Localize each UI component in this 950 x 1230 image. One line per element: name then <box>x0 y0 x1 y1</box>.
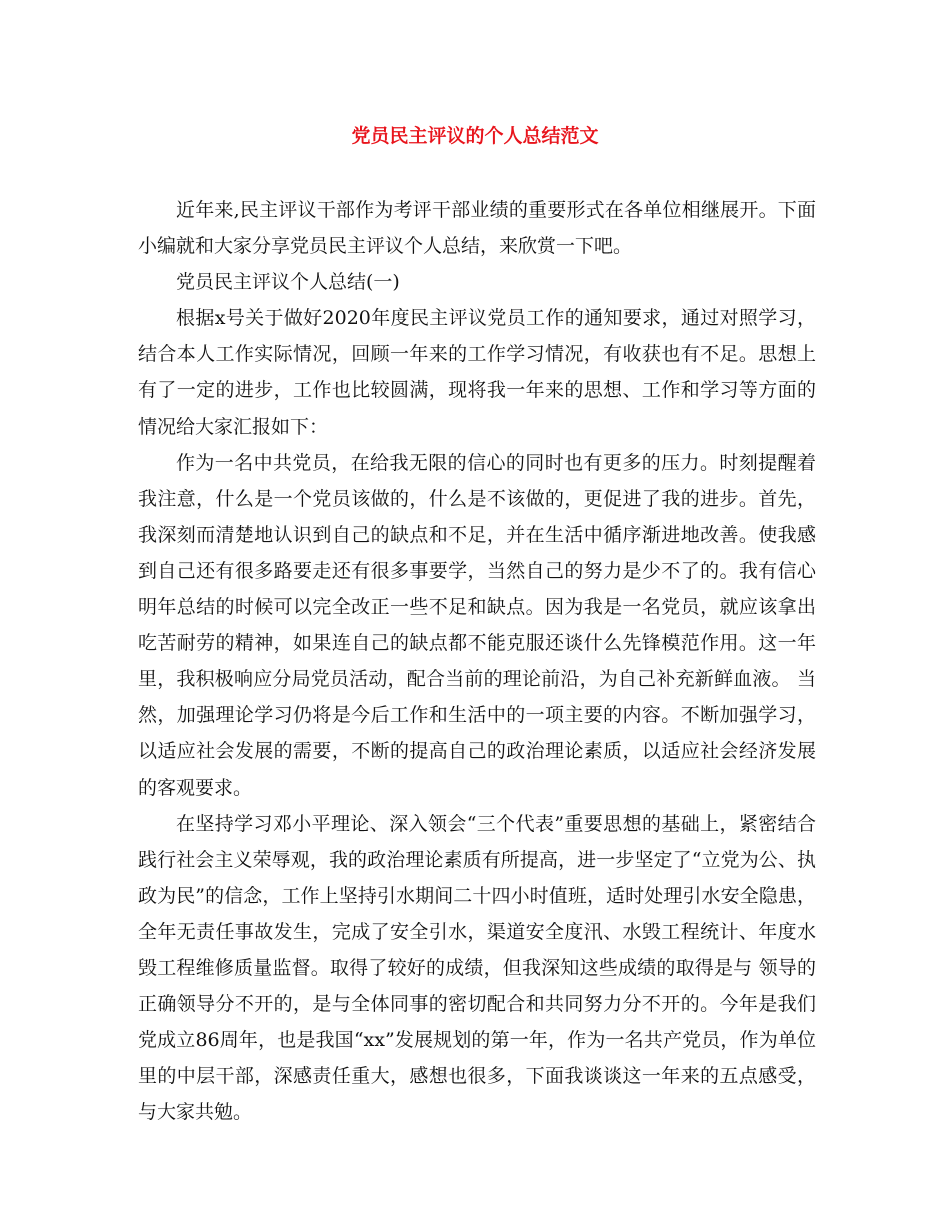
paragraph-intro: 近年来,民主评议干部作为考评干部业绩的重要形式在各单位相继展开。下面小编就和大家分享党员民主评议个人总结，来欣赏一下吧。 <box>138 199 816 258</box>
section-heading: 党员民主评议个人总结(一) <box>176 271 400 294</box>
document-title: 党员民主评议的个人总结范文 <box>351 125 599 147</box>
paragraph-basis: 根据x号关于做好2020年度民主评议党员工作的通知要求，通过对照学习，结合本人工作实际情况，回顾一年来的工作学习情况，有收获也有不足。思想上有了一定的进步，工作也比较圆满，现将我一年来的思想、工作和学习等方面的情况给大家汇报如下： <box>138 307 816 438</box>
document-body <box>138 192 816 1130</box>
paragraph-self-reflection: 作为一名中共党员，在给我无限的信心的同时也有更多的压力。时刻提醒着我注意，什么是一个党员该做的，什么是不该做的，更促进了我的进步。首先，我深刻而清楚地认识到自己的缺点和不足，并在生活中循序渐进地改善。使我感到自己还有很多路要走还有很多事要学，当然自己的努力是少不了的。我有信心明年总结的时候可以完全改正一些不足和缺点。因为我是一名党员，就应该拿出吃苦耐劳的精神，如果连自己的缺点都不能克服还谈什么先锋模范作用。这一年里，我积极响应分局党员活动，配合当前的理论前沿，为自己补充新鲜血液。 当然，加强理论学习仍将是今后工作和生活中的一项主要的内容。不断加强学习，以适应社会发展的需要，不断的提高自己的政治理论素质，以适应社会经济发展的客观要求。 <box>138 451 816 799</box>
paragraph-work-summary: 在坚持学习邓小平理论、深入领会“三个代表”重要思想的基础上，紧密结合践行社会主义荣辱观，我的政治理论素质有所提高，进一步坚定了“立党为公、执政为民”的信念，工作上坚持引水期间二十四小时值班，适时处理引水安全隐患，全年无责任事故发生，完成了安全引水，渠道安全度汛、水毁工程统计、年度水毁工程维修质量监督。取得了较好的成绩，但我深知这些成绩的取得是与 领导的正确领导分不开的，是与全体同事的密切配合和共同努力分不开的。今年是我们党成立86周年，也是我国“xx”发展规划的第一年，作为一名共产党员，作为单位里的中层干部，深感责任重大，感想也很多，下面我谈谈这一年来的五点感受，与大家共勉。 <box>138 812 816 1124</box>
